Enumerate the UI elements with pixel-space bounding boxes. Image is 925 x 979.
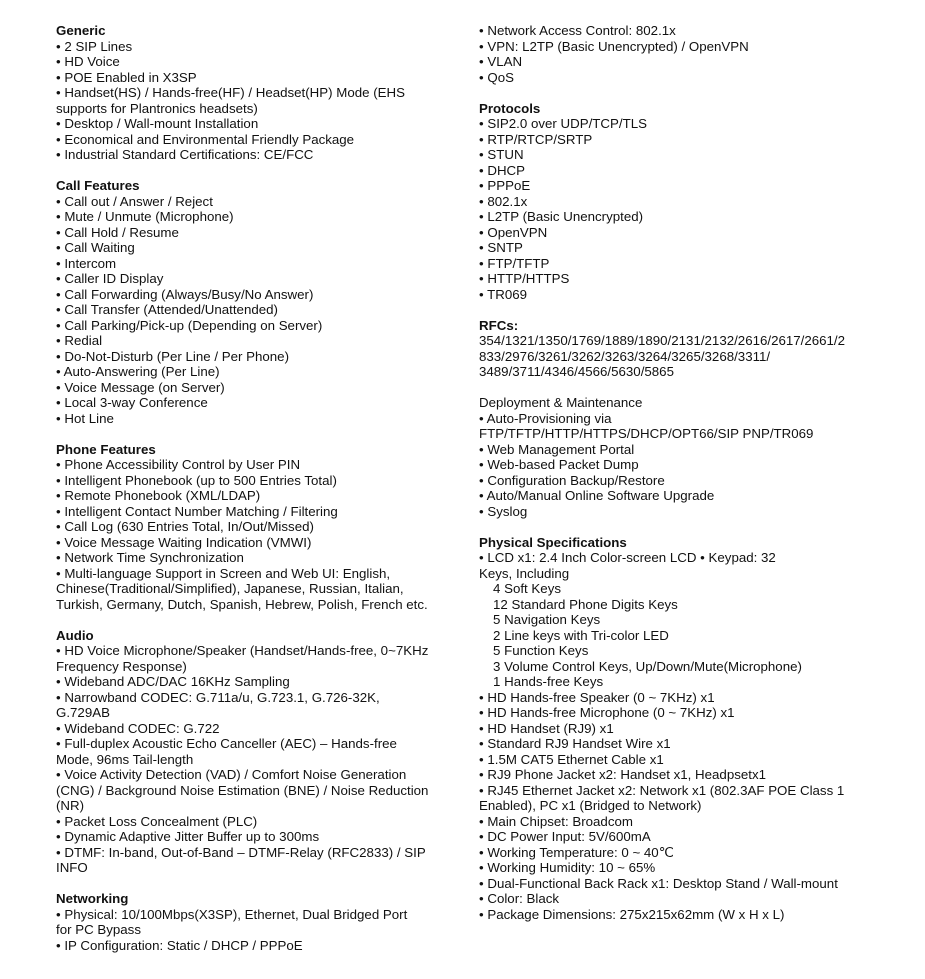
spec-line: • HD Hands-free Microphone (0 ~ 7KHz) x1 [479, 705, 735, 720]
spec-line: • Narrowband CODEC: G.711a/u, G.723.1, G.726-32K, [56, 689, 380, 705]
spec-line: • POE Enabled in X3SP [56, 69, 197, 85]
spec-line: • Configuration Backup/Restore [479, 472, 665, 488]
spec-line: 833/2976/3261/3262/3263/3264/3265/3268/3311/ [479, 348, 771, 364]
spec-line: • Voice Message (on Server) [56, 379, 225, 395]
spec-line: • Desktop / Wall-mount Installation [56, 116, 259, 131]
spec-section-call-features [56, 178, 466, 426]
spec-line: • Intelligent Phonebook (up to 500 Entries Total) [56, 472, 337, 488]
spec-line: • TR069 [479, 286, 528, 302]
spec-line: • L2TP (Basic Unencrypted) [479, 209, 644, 224]
spec-section-phone-features [56, 442, 466, 613]
spec-line: • Dual-Functional Back Rack x1: Desktop Stand / Wall-mount [479, 875, 838, 891]
spec-line: Keys, Including [479, 565, 570, 581]
spec-line: • Main Chipset: Broadcom [479, 813, 633, 829]
spec-line: • Full-duplex Acoustic Echo Canceller (AEC) – Hands-free [56, 736, 397, 751]
spec-line: • Voice Activity Detection (VAD) / Comfort Noise Generation [56, 767, 407, 782]
spec-line: • Hot Line [56, 410, 114, 426]
spec-line: • RTP/RTCP/SRTP [479, 131, 593, 147]
spec-section-rfcs [479, 318, 919, 380]
section-heading: Call Features [56, 178, 140, 193]
spec-line: • Industrial Standard Certifications: CE/FCC [56, 147, 314, 162]
spec-line: • SIP2.0 over UDP/TCP/TLS [479, 116, 647, 131]
spec-line: • SNTP [479, 240, 523, 255]
section-heading: Phone Features [56, 441, 156, 457]
spec-line: • VPN: L2TP (Basic Unencrypted) / OpenVPN [479, 38, 749, 54]
spec-line: • Voice Message Waiting Indication (VMWI) [56, 534, 312, 550]
spec-line: • Packet Loss Concealment (PLC) [56, 813, 258, 829]
spec-line: • Physical: 10/100Mbps(X3SP), Ethernet, Dual Bridged Port [56, 906, 408, 922]
spec-line: 3489/3711/4346/4566/5630/5865 [479, 364, 674, 379]
spec-section-audio [56, 628, 466, 876]
spec-section-physical-specifications [479, 535, 919, 923]
spec-line: • Web-based Packet Dump [479, 457, 639, 472]
spec-line: • HD Hands-free Speaker (0 ~ 7KHz) x1 [479, 689, 715, 705]
spec-line: • Call Transfer (Attended/Unattended) [56, 302, 278, 317]
spec-line: • Do-Not-Disturb (Per Line / Per Phone) [56, 348, 290, 364]
spec-line: 5 Navigation Keys [493, 612, 601, 627]
spec-line: for PC Bypass [56, 922, 141, 937]
spec-line: • Package Dimensions: 275x215x62mm (W x H x L) [479, 906, 785, 922]
spec-line: • OpenVPN [479, 224, 548, 240]
spec-line: • Wideband CODEC: G.722 [56, 720, 220, 736]
section-heading: RFCs: [479, 317, 519, 333]
spec-line: • STUN [479, 147, 524, 162]
spec-column-right [479, 23, 919, 922]
spec-line: • Color: Black [479, 891, 560, 906]
spec-line: • Phone Accessibility Control by User PIN [56, 457, 301, 472]
spec-section-protocols [479, 101, 919, 303]
spec-line: • HD Voice [56, 54, 120, 69]
spec-line: 2 Line keys with Tri-color LED [493, 627, 669, 643]
spec-line: • Web Management Portal [479, 441, 635, 457]
spec-line: • 2 SIP Lines [56, 38, 133, 54]
spec-line: • Mute / Unmute (Microphone) [56, 209, 234, 224]
spec-line: • Network Access Control: 802.1x [479, 23, 676, 38]
spec-line: • Multi-language Support in Screen and Web UI: English, [56, 565, 391, 581]
section-heading: Deployment & Maintenance [479, 395, 643, 410]
spec-line: • Handset(HS) / Hands-free(HF) / Headset(HP) Mode (EHS [56, 85, 405, 100]
spec-line: INFO [56, 860, 88, 875]
spec-line: • FTP/TFTP [479, 255, 550, 271]
spec-line: • Working Humidity: 10 ~ 65% [479, 860, 656, 875]
section-heading: Audio [56, 627, 94, 643]
spec-line: • Call out / Answer / Reject [56, 193, 213, 209]
spec-line: • DTMF: In-band, Out-of-Band – DTMF-Relay (RFC2833) / SIP [56, 844, 426, 860]
spec-line: • Network Time Synchronization [56, 550, 244, 565]
spec-line: Mode, 96ms Tail-length [56, 751, 194, 767]
spec-line: • Call Waiting [56, 240, 135, 255]
spec-line: • Intelligent Contact Number Matching / Filtering [56, 503, 338, 519]
spec-line: 1 Hands-free Keys [493, 674, 604, 689]
spec-line: FTP/TFTP/HTTP/HTTPS/DHCP/OPT66/SIP PNP/TR069 [479, 426, 814, 441]
spec-line: Turkish, Germany, Dutch, Spanish, Hebrew, Polish, French etc. [56, 596, 428, 612]
spec-line: 5 Function Keys [493, 643, 589, 658]
spec-line: • RJ9 Phone Jacket x2: Handset x1, Headpsetx1 [479, 767, 767, 782]
spec-line: • IP Configuration: Static / DHCP / PPPoE [56, 937, 303, 953]
spec-line: • Auto-Answering (Per Line) [56, 364, 220, 379]
spec-line: • Intercom [56, 255, 117, 271]
spec-line: • Working Temperature: 0 ~ 40℃ [479, 844, 674, 860]
spec-line: • PPPoE [479, 178, 531, 193]
spec-line: • Call Hold / Resume [56, 224, 179, 240]
spec-line: • Local 3-way Conference [56, 395, 208, 410]
spec-line: • Redial [56, 333, 103, 348]
spec-line: supports for Plantronics headsets) [56, 100, 258, 116]
spec-line: • Call Parking/Pick-up (Depending on Server) [56, 317, 323, 333]
section-heading: Generic [56, 23, 106, 38]
spec-line: • Caller ID Display [56, 271, 164, 286]
spec-line: • DHCP [479, 162, 526, 178]
spec-section-generic [56, 23, 466, 163]
spec-line: • 802.1x [479, 193, 528, 209]
spec-line: G.729AB [56, 705, 110, 720]
spec-section-networking [56, 891, 466, 953]
spec-line: Frequency Response) [56, 658, 187, 674]
section-heading: Physical Specifications [479, 534, 627, 550]
spec-line: • Auto/Manual Online Software Upgrade [479, 488, 715, 503]
section-heading: Protocols [479, 100, 541, 116]
section-heading: Networking [56, 891, 129, 906]
spec-line: • HTTP/HTTPS [479, 271, 570, 286]
spec-line: • VLAN [479, 54, 523, 69]
spec-section-continued [479, 23, 919, 85]
spec-line: • HD Handset (RJ9) x1 [479, 720, 614, 736]
spec-line: • QoS [479, 69, 514, 85]
spec-line: • DC Power Input: 5V/600mA [479, 829, 651, 844]
spec-line: • Dynamic Adaptive Jitter Buffer up to 300ms [56, 829, 320, 844]
spec-column-left [56, 23, 466, 953]
spec-line: • Remote Phonebook (XML/LDAP) [56, 488, 261, 503]
spec-line: 12 Standard Phone Digits Keys [493, 596, 678, 612]
spec-line: 4 Soft Keys [493, 581, 561, 596]
spec-line: • Standard RJ9 Handset Wire x1 [479, 736, 671, 751]
spec-line: • Wideband ADC/DAC 16KHz Sampling [56, 674, 290, 689]
spec-line: 3 Volume Control Keys, Up/Down/Mute(Microphone) [493, 658, 802, 674]
spec-line: • Auto-Provisioning via [479, 410, 612, 426]
spec-line: • RJ45 Ethernet Jacket x2: Network x1 (802.3AF POE Class 1 [479, 782, 845, 798]
spec-line: • 1.5M CAT5 Ethernet Cable x1 [479, 751, 664, 767]
spec-line: • LCD x1: 2.4 Inch Color-screen LCD • Keypad: 32 [479, 550, 776, 565]
spec-line: (CNG) / Background Noise Estimation (BNE) / Noise Reduction [56, 782, 429, 798]
spec-line: (NR) [56, 798, 85, 813]
spec-line: 354/1321/1350/1769/1889/1890/2131/2132/2616/2617/2661/2 [479, 333, 846, 348]
spec-section-deployment-maintenance [479, 395, 919, 519]
spec-line: • Call Forwarding (Always/Busy/No Answer) [56, 286, 314, 302]
spec-line: Chinese(Traditional/Simplified), Japanese, Russian, Italian, [56, 581, 404, 596]
spec-line: • Call Log (630 Entries Total, In/Out/Missed) [56, 519, 314, 534]
spec-line: • Syslog [479, 503, 528, 519]
spec-line: Enabled), PC x1 (Bridged to Network) [479, 798, 702, 813]
spec-line: • Economical and Environmental Friendly Package [56, 131, 355, 147]
spec-line: • HD Voice Microphone/Speaker (Handset/Hands-free, 0~7KHz [56, 643, 429, 658]
